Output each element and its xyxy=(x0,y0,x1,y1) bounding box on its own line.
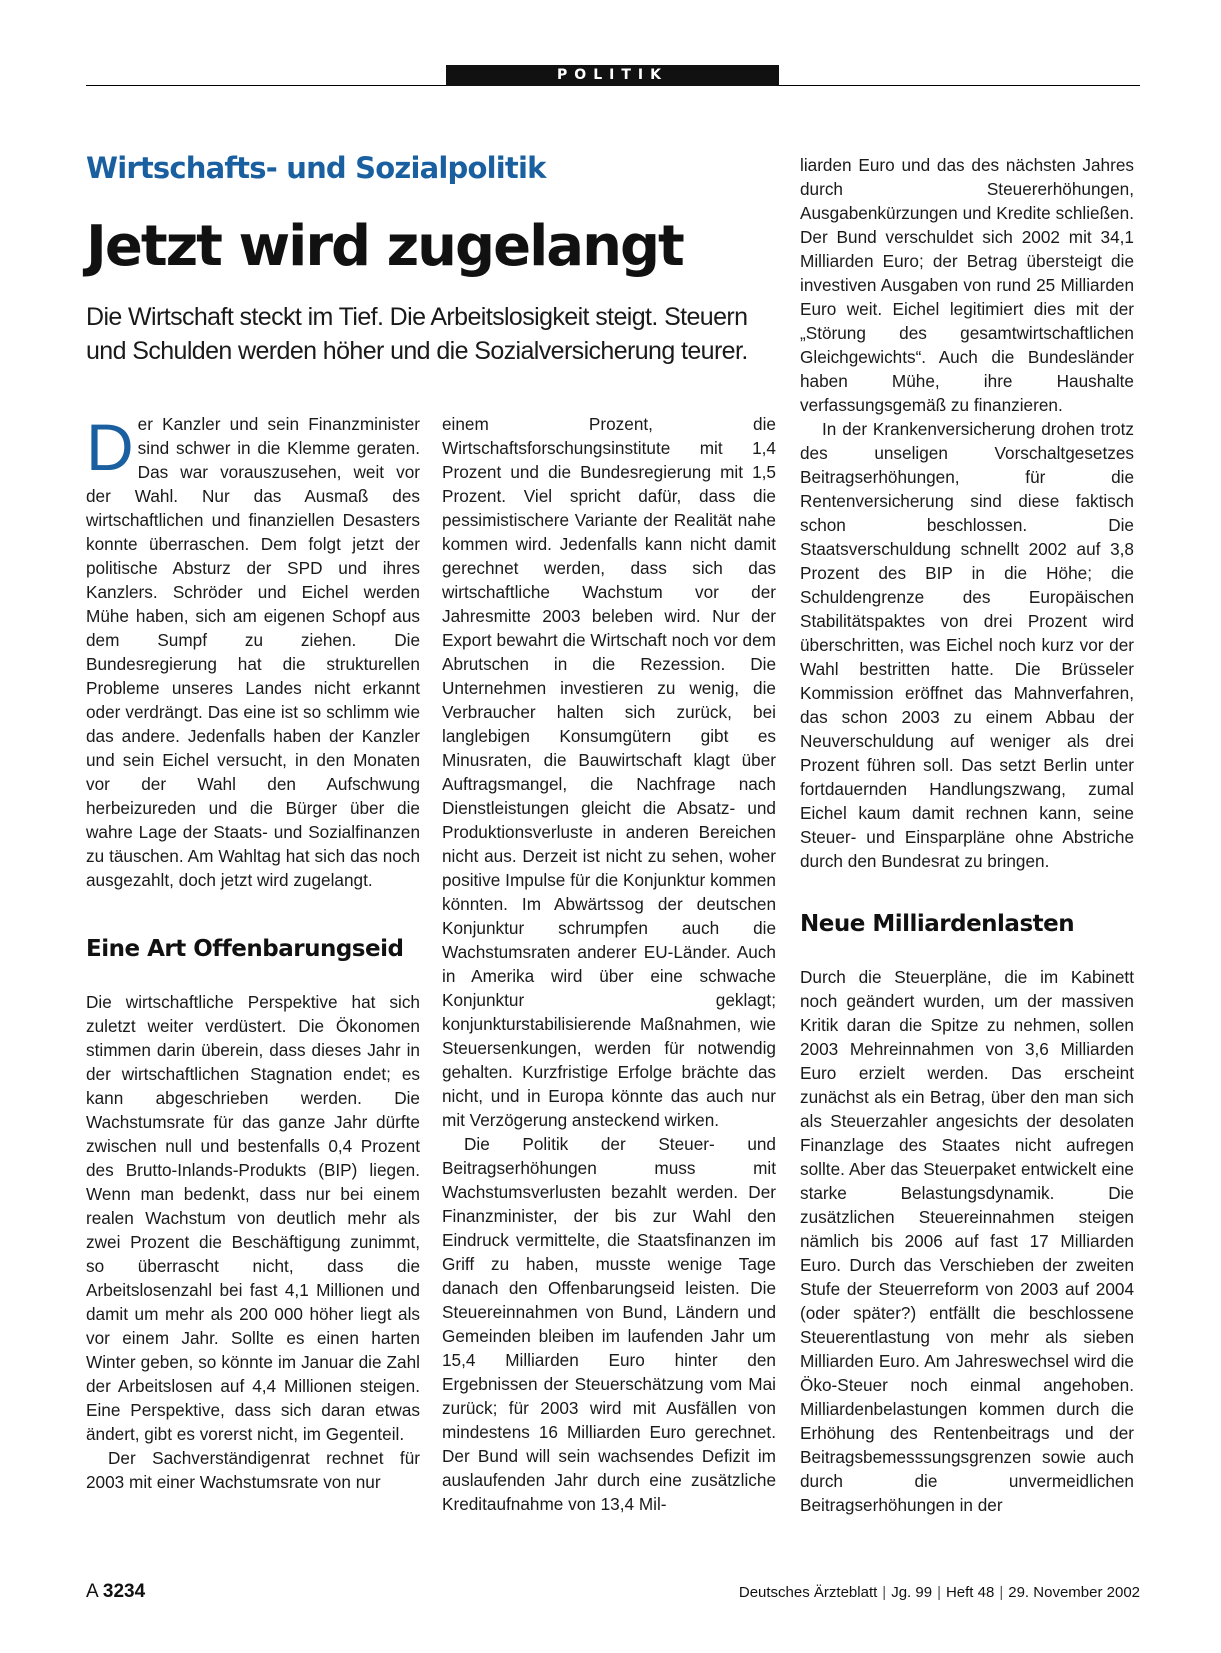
drop-cap: D xyxy=(86,410,134,484)
journal-issue: Heft 48 xyxy=(945,1584,995,1601)
paragraph: Durch die Steuerpläne, die im Kabinett noch geändert wurden, um der massiven Kritik daran die Spitze zu nehmen, sollen 2003 Mehreinnahmen von 3,6 Milliarden Euro erzielt werden. Das erscheint zunächst als ein Betrag, über den man sich als Steuerzahler angesichts der desolaten Finanzlage des Staates nicht aufregen sollte. Aber das Steuerpaket entwickelt eine starke Belastungsdynamik. Die zusätzlichen Steuereinnahmen steigen nämlich bis 2006 auf fast 17 Milliarden Euro. Durch das Verschieben der zweiten Stufe der Steuerreform von 2003 auf 2004 (oder später?) entfällt die beschlossene Steuerentlastung von mehr als sieben Milliarden Euro. Am Jahreswechsel wird die Öko-Steuer noch einmal angehoben. Milliardenbelastungen kommen durch die Erhöhung des Rentenbeitrags und der Beitragsbemesssungsgrenzen sowie auch durch die unvermeidlichen Beitragserhöhungen in der xyxy=(800,967,1134,1515)
article-column-3 xyxy=(800,153,1134,1517)
paragraph-text: er Kanzler und sein Finanzminister sind schwer in die Klemme geraten. Das war vorauszusehen, weit vor der Wahl. Nur das Ausmaß des wirtschaftlichen und finanziellen Desasters konnte überraschen. Dem folgt jetzt der politische Absturz der SPD und ihres Kanzlers. Schröder und Eichel werden Mühe haben, sich am eigenen Schopf aus dem Sumpf zu ziehen. Die Bundesregierung hat die strukturellen Probleme unseres Landes nicht erkannt oder verdrängt. Das eine ist so schlimm wie das andere. Jedenfalls haben der Kanzler und sein Eichel versucht, in den Monaten vor der Wahl den Aufschwung herbeizureden und die Bürger über die wahre Lage der Staats- und Sozialfinanzen zu täuschen. Am Wahltag hat sich das noch ausgezahlt, doch jetzt wird zugelangt. xyxy=(86,414,420,890)
paragraph: liarden Euro und das des nächsten Jahres durch Steuererhöhungen, Ausgabenkürzungen und Kredite schließen. Der Bund verschuldet sich 2002 mit 34,1 Milliarden Euro; der Betrag übersteigt die investiven Ausgaben von rund 25 Milliarden Euro weit. Eichel legitimiert dies mit der „Störung des gesamtwirtschaftlichen Gleichgewichts“. Auch die Bundesländer haben Mühe, ihre Haushalte verfassungsgemäß zu finanzieren. xyxy=(800,155,1134,415)
article-column-2 xyxy=(442,412,776,1516)
page-number-value: 3234 xyxy=(102,1581,146,1602)
paragraph: Die Politik der Steuer- und Beitragserhöhungen muss mit Wachstumsverlusten bezahlt werden. Der Finanzminister, der bis zur Wahl den Eindruck vermittelte, die Staatsfinanzen im Griff zu haben, musste wenige Tage danach den Offenbarungseid leisten. Die Steuereinnahmen von Bund, Ländern und Gemeinden bleiben im laufenden Jahr um 15,4 Milliarden Euro hinter den Ergebnissen der Steuerschätzung vom Mai zurück; für 2003 wird mit Ausfällen von mindestens 16 Milliarden Euro gerechnet. Der Bund will sein wachsendes Defizit im auslaufenden Jahr durch eine zusätzliche Kreditaufnahme von 13,4 Mil- xyxy=(442,1134,776,1514)
paragraph: In der Krankenversicherung drohen trotz des unseligen Vorschaltgesetzes Beitragserhöhungen, für die Rentenversicherung sind diese faktisch schon beschlossen. Die Staatsverschuldung schnellt 2002 auf 3,8 Prozent des BIP in die Höhe; die Schuldengrenze des Europäischen Stabilitätspaktes von drei Prozent wird überschritten, was Eichel noch kurz vor der Wahl bestritten hatte. Die Brüsseler Kommission eröffnet das Mahnverfahren, das schon 2003 zu einem Abbau der Neuverschuldung auf weniger als drei Prozent führen soll. Das setzt Berlin unter fortdauernden Handlungszwang, zumal Eichel kaum damit rechnen kann, seine Steuer- und Einsparpläne ohne Abstriche durch den Bundesrat zu bringen. xyxy=(800,419,1134,871)
kicker: Wirtschafts- und Sozialpolitik xyxy=(86,151,546,185)
journal-date: 29. November 2002 xyxy=(1008,1584,1140,1601)
paragraph: Die wirtschaftliche Perspektive hat sich zuletzt weiter verdüstert. Die Ökonomen stimmen darin überein, dass dieses Jahr in der wirtschaftlichen Stagnation endet; es kann abgeschrieben werden. Die Wachstumsrate für das ganze Jahr dürfte zwischen null und bestenfalls 0,4 Prozent des Brutto-Inlands-Produkts (BIP) liegen. Wenn man bedenkt, dass nur bei einem realen Wachstum von deutlich mehr als zwei Prozent die Beschäftigung zunimmt, so überrascht nicht, dass die Arbeitslosenzahl bei fast 4,1 Millionen und damit um mehr als 200 000 höher liegt als vor einem Jahr. Sollte es einen harten Winter geben, so könnte im Januar die Zahl der Arbeitslosen auf 4,4 Millionen steigen. Eine Perspektive, dass sich daran etwas ändert, gibt es vorerst nicht, im Gegenteil. xyxy=(86,992,420,1444)
section-label: POLITIK xyxy=(446,65,779,86)
paragraph xyxy=(86,412,420,892)
page-prefix: A xyxy=(86,1581,98,1602)
article-column-1 xyxy=(86,412,420,1494)
journal-volume: Jg. 99 xyxy=(891,1584,933,1601)
lead-paragraph: Die Wirtschaft steckt im Tief. Die Arbeitslosigkeit steigt. Steuern und Schulden werden höher und die Sozialversicherung teurer. xyxy=(86,303,748,365)
subheading: Eine Art Offenbarungseid xyxy=(86,936,404,962)
journal-name: Deutsches Ärzteblatt xyxy=(738,1584,878,1601)
headline: Jetzt wird zugelangt xyxy=(86,214,683,279)
paragraph: einem Prozent, die Wirtschaftsforschungsinstitute mit 1,4 Prozent und die Bundesregierung mit 1,5 Prozent. Viel spricht dafür, dass die pessimistischere Variante der Realität nahe kommen wird. Jedenfalls kann nicht damit gerechnet werden, dass sich das wirtschaftliche Wachstum vor der Jahresmitte 2003 beleben wird. Nur der Export bewahrt die Wirtschaft noch vor dem Abrutschen in die Rezession. Die Unternehmen investieren zu wenig, die Verbraucher halten sich zurück, bei langlebigen Konsumgütern gibt es Minusraten, die Bauwirtschaft klagt über Auftragsmangel, die Nachfrage nach Dienstleistungen gleicht die Absatz- und Produktionsverluste in anderen Bereichen nicht aus. Derzeit ist nicht zu sehen, woher positive Impulse für die Konjunktur kommen könnten. Im Abwärtssog der deutschen Konjunktur schrumpfen auch die Wachstumsraten anderer EU-Länder. Auch in Amerika wird über eine schwache Konjunktur geklagt; konjunkturstabilisierende Maßnahmen, wie Steuersenkungen, werden für notwendig gehalten. Kurzfristige Erfolge brächte das nicht, und in Europa könnte das auch nur mit Verzögerung ansteckend wirken. xyxy=(442,414,776,1130)
page-number xyxy=(86,1580,145,1604)
journal-footer: Deutsches Ärzteblatt | Jg. 99 | Heft 48 | 29. November 2002 xyxy=(738,1584,1140,1601)
paragraph: Der Sachverständigenrat rechnet für 2003 mit einer Wachstumsrate von nur xyxy=(86,1448,420,1492)
subheading: Neue Milliardenlasten xyxy=(800,911,1075,937)
